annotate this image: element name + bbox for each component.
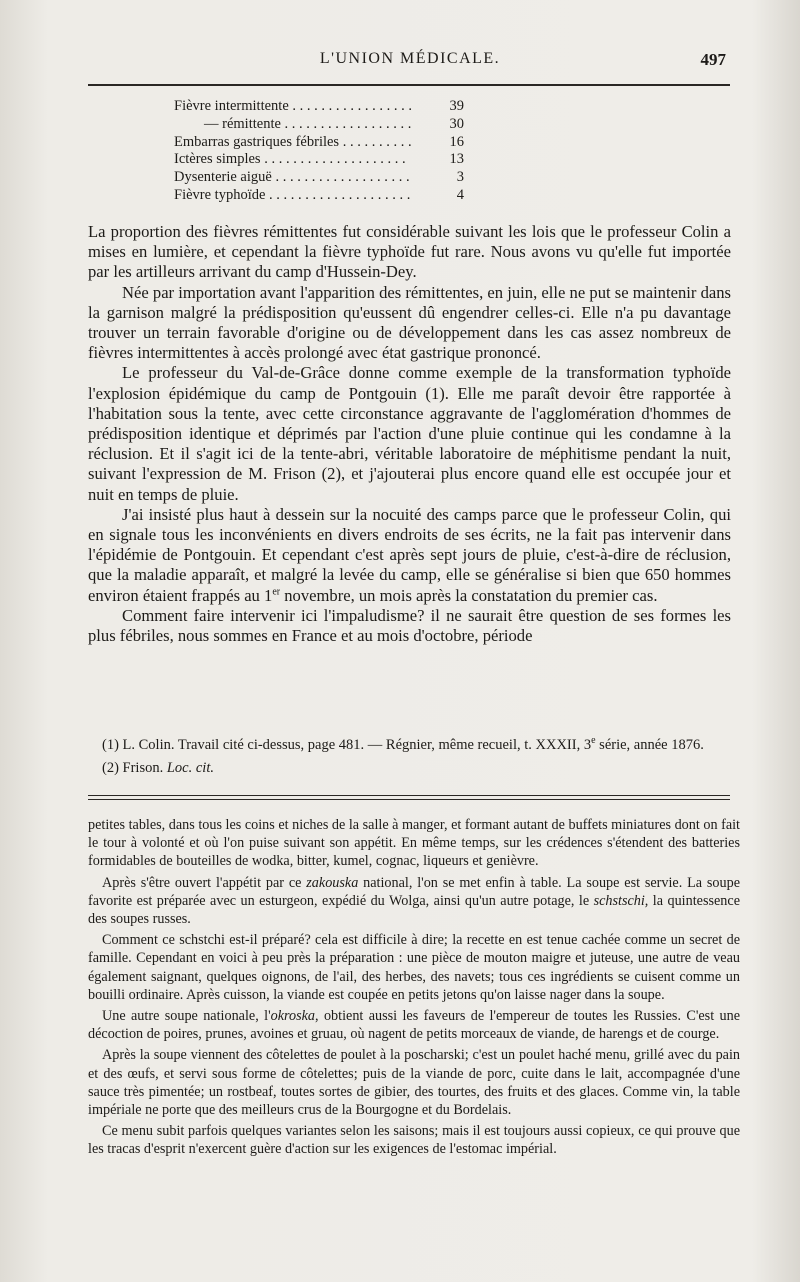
italic-term: okroska	[270, 1008, 316, 1025]
paragraph: Ce menu subit parfois quelques variantes selon les saisons; mais il est toujours aussi copieux, ce qui prouve que les tracas d'esprit n'exercent guère d'action sur les exigences de l'estomac impérial.	[88, 1123, 740, 1158]
italic-term: zakouska	[306, 874, 359, 891]
paragraph: Le professeur du Val-de-Grâce donne comme exemple de la transformation typhoïde l'explosion épidémique du camp de Pontgouin (1). Elle me paraît devoir être rapportée à l'habitation sous la tente, avec cette circonstance aggravante de l'agglomération d'hommes de prédisposition identique et déprimés par l'action d'une pluie continue qui les condamne à la réclusion. Et il s'agit ici de la tente-abri, véritable laboratoire de méphitisme pendant la nuit, suivant l'expression de M. Frison (2), et j'ajouterai plus encore quand elle est occupée jour et nuit en temps de pluie.	[88, 363, 731, 504]
paragraph: Comment ce schstchi est-il préparé? cela est difficile à dire; la recette en est tenue cachée comme un secret de famille. Cependant en voici à peu près la préparation : une pièce de mouton maigre et juteuse, une autre de veau également saignant, quelques oignons, de l'ail, des herbes, des navets; tous ces ingrédients se cuisent comme un bouilli ordinaire. Après cuisson, la viande est coupée en petits jetons qu'on laisse nager dans la soupe.	[88, 932, 740, 1003]
paragraph-text: J'ai insisté plus haut à dessein sur la nocuité des camps parce que le professeur Colin, qui en signale tous les inconvénients en divers endroits de ses écrits, ne la fait pas intervenir dans l'épidémie de Pontgouin. Et cependant c'est après sept jours de pluie, c'est-à-dire de réclusion, que la maladie apparaît, et malgré la levée du camp, elle se généralise si bien que 650 hommes environ étaient frappés au 1	[88, 504, 731, 605]
paragraph	[88, 1007, 740, 1043]
stat-row	[174, 98, 474, 116]
header-rule	[88, 84, 730, 86]
paragraph	[88, 874, 740, 929]
stat-label: Embarras gastriques fébriles . . .	[174, 134, 414, 152]
stat-row	[174, 116, 474, 134]
stat-label: Fièvre typhoïde . . .	[174, 187, 414, 205]
stat-value: 4	[456, 186, 464, 203]
stat-label: Dysenterie aiguë . . .	[174, 169, 414, 187]
stat-label: Ictères simples . . .	[174, 151, 414, 169]
stat-value: 39	[449, 98, 464, 114]
stat-label: Fièvre intermittente . . .	[174, 98, 414, 116]
stat-value: 30	[449, 115, 464, 132]
running-title: L'UNION MÉDICALE.	[319, 50, 501, 67]
footnote-text: (2) Frison.	[102, 760, 167, 776]
stat-value: 3	[456, 169, 464, 186]
superscript: e	[591, 735, 596, 747]
stat-value: 16	[449, 133, 464, 150]
paragraph: Comment faire intervenir ici l'impaludisme? il ne saurait être question de ses formes les plus fébriles, nous sommes en France et au mois d'octobre, période	[88, 605, 731, 646]
paragraph	[88, 505, 731, 606]
stat-row	[174, 187, 474, 205]
paragraph: Née par importation avant l'apparition des rémittentes, en juin, elle ne put se maintenir dans la garnison malgré la prédisposition qu'eussent dû engendrer celles-ci. Elle n'a pu davantage trouver un terrain favorable d'origine ou de développement dans les cas assez nombreux de fièvres intermittentes à accès prolongé avec état gastrique prononcé.	[88, 282, 731, 363]
stat-label: — rémittente . . .	[174, 116, 414, 134]
footnote	[88, 736, 731, 754]
paragraph-text: la quintessence des soupes russes.	[88, 892, 740, 928]
paragraph-text: , obtient aussi les faveurs de l'empereur de toutes les Russies. C'est une décoction de poires, prunes, avoines et gruau, où nagent de petits morceaux de viande, de harengs et de courge.	[88, 1008, 740, 1043]
paragraph: La proportion des fièvres rémittentes fut considérable suivant les lois que le professeur Colin a mises en lumière, et cependant la fièvre typhoïde fut rare. Nous avons vu qu'elle fut importée par les artilleurs arrivant du camp d'Hussein-Dey.	[88, 222, 731, 282]
page-number: 497	[700, 50, 726, 69]
paragraph: petites tables, dans tous les coins et niches de la salle à manger, et formant autant de buffets miniatures dont on fait le tour à volonté et où l'on puise suivant son appétit. En même temps, sur les crédences s'étendent des batteries formidables de bouteilles de wodka, bitter, kumel, cognac, liqueurs et genièvre.	[88, 817, 741, 870]
footnote	[88, 759, 731, 777]
paragraph: Après la soupe viennent des côtelettes de poulet à la poscharski; c'est un poulet haché menu, grillé avec du pain et des œufs, et servi sous forme de côtelettes; puis de la viande de porc, cuite dans le lait, accompagnée d'une sauce très pimentée; un rostbeaf, toutes sortes de gibier, des tourtes, des fruits et des glaces. Comme vin, la table impériale ne porte que des meilleurs crus de la Bourgogne et du Bordelais.	[88, 1047, 740, 1119]
footnote-italic: Loc. cit.	[166, 760, 214, 776]
stat-row	[174, 134, 474, 152]
statistics-table	[174, 98, 474, 205]
article-body	[88, 222, 731, 646]
footnotes	[88, 736, 731, 782]
paragraph-text: Une autre soupe nationale, l'	[102, 1008, 271, 1025]
stat-row	[174, 169, 474, 187]
italic-term: schstschi,	[593, 892, 649, 909]
superscript: er	[272, 586, 281, 598]
stat-row	[174, 151, 474, 169]
stat-value: 13	[449, 151, 464, 168]
paragraph-text: national, l'on se met enfin à table. La soupe est servie. La soupe favorite est préparée avec un esturgeon, expédié du Wolga, ainsi qu'un autre potage, le	[88, 874, 741, 909]
page-header	[90, 50, 730, 78]
feuilleton-text	[88, 816, 740, 1162]
paragraph-text: Après s'être ouvert l'appétit par ce	[102, 874, 307, 891]
feuilleton-divider	[88, 795, 730, 800]
footnote-text: (1) L. Colin. Travail cité ci-dessus, page 481. — Régnier, même recueil, t. XXXII, 3	[102, 737, 592, 753]
paragraph-text: novembre, un mois après la constatation du premier cas.	[280, 585, 658, 605]
footnote-text: série, année 1876.	[595, 737, 704, 753]
